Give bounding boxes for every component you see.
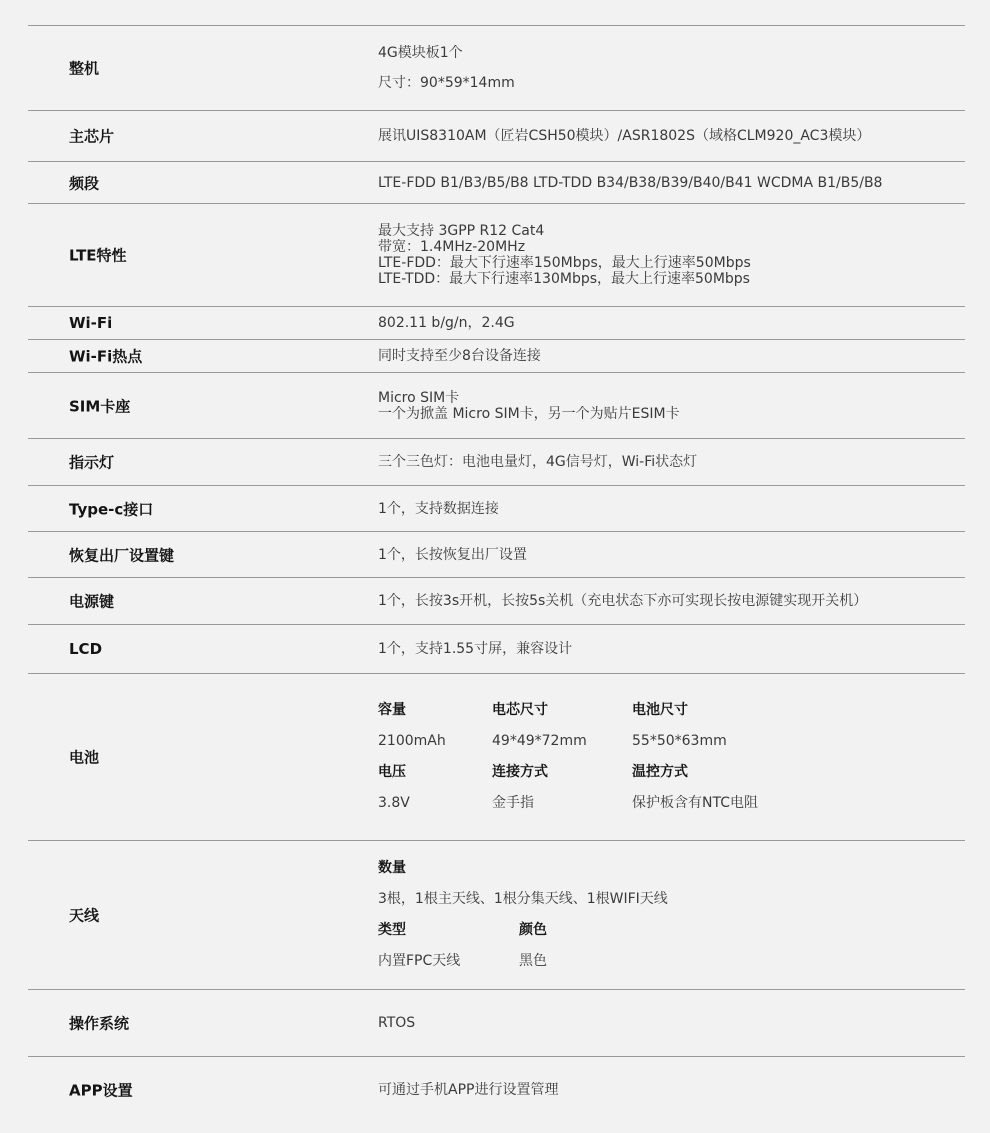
spec-row-wifi (28, 306, 965, 339)
antenna-value: 黑色 (519, 953, 547, 969)
battery-header: 容量 (378, 702, 406, 718)
battery-value: 49*49*72mm (492, 733, 587, 749)
spec-row-indicator (28, 438, 965, 485)
spec-label: 电池 (69, 748, 100, 767)
antenna-count (378, 853, 955, 915)
antenna-value: 内置FPC天线 (378, 953, 461, 969)
spec-label: SIM卡座 (69, 397, 131, 415)
spec-value-line: Micro SIM卡 (378, 389, 460, 406)
spec-value (378, 315, 955, 331)
spec-value-line: 展讯UIS8310AM（匠岩CSH50模块）/ASR1802S（域格CLM920_AC3模块） (378, 128, 871, 144)
spec-label: Type-c接口 (69, 500, 154, 518)
spec-value-line: 同时支持至少8台设备连接 (378, 348, 541, 364)
spec-value (378, 547, 955, 563)
spec-row-battery (28, 673, 965, 840)
spec-value-line: 带宽：1.4MHz-20MHz (378, 239, 526, 255)
spec-value (378, 390, 955, 422)
antenna-grid (378, 915, 955, 977)
spec-value-line: 可通过手机APP进行设置管理 (378, 1081, 559, 1098)
spec-value (378, 223, 955, 287)
battery-header: 温控方式 (632, 764, 688, 780)
spec-label: 指示灯 (69, 453, 115, 472)
spec-row-band (28, 161, 965, 203)
spec-value-line: LTE-FDD：最大下行速率150Mbps，最大上行速率50Mbps (378, 255, 751, 271)
spec-value-line: 1个，支持数据连接 (378, 500, 499, 517)
battery-header: 电芯尺寸 (492, 702, 548, 718)
spec-label: 电源键 (69, 592, 115, 611)
battery-header: 电池尺寸 (632, 702, 688, 718)
spec-value-line: 一个为掀盖 Micro SIM卡，另一个为贴片ESIM卡 (378, 405, 680, 422)
antenna-value: 3根，1根主天线、1根分集天线、1根WIFI天线 (378, 891, 668, 907)
spec-value (378, 641, 955, 657)
spec-value-line: LTE-TDD：最大下行速率130Mbps，最大上行速率50Mbps (378, 271, 750, 287)
spec-value (378, 593, 955, 609)
antenna-header: 颜色 (519, 922, 547, 938)
spec-label: LCD (69, 640, 103, 658)
spec-value-line: 三个三色灯：电池电量灯，4G信号灯，Wi-Fi状态灯 (378, 454, 698, 470)
spec-value-line: 1个，长按3s开机，长按5s关机（充电状态下亦可实现长按电源键实现开关机） (378, 593, 868, 609)
spec-value-line: 尺寸：90*59*14mm (378, 75, 515, 91)
spec-row-chip (28, 110, 965, 161)
battery-header: 连接方式 (492, 764, 548, 780)
spec-row-power (28, 577, 965, 624)
antenna-header: 数量 (378, 860, 406, 876)
antenna-header: 类型 (378, 922, 406, 938)
spec-label: 天线 (69, 906, 100, 925)
battery-header: 电压 (378, 764, 406, 780)
spec-row-lte (28, 203, 965, 306)
spec-value (378, 38, 955, 98)
spec-label: Wi-Fi热点 (69, 347, 143, 366)
spec-value-line: 最大支持 3GPP R12 Cat4 (378, 223, 545, 239)
spec-row-typec (28, 485, 965, 531)
spec-label: 操作系统 (69, 1014, 130, 1033)
spec-value-line: RTOS (378, 1015, 416, 1031)
spec-row-lcd (28, 624, 965, 673)
spec-label: 主芯片 (69, 127, 115, 146)
spec-value-line: 1个，支持1.55寸屏，兼容设计 (378, 641, 573, 657)
spec-row-sim (28, 372, 965, 438)
spec-label: Wi-Fi (69, 314, 113, 332)
spec-row-app (28, 1056, 965, 1122)
spec-value (378, 348, 955, 364)
battery-value: 保护板含有NTC电阻 (632, 795, 758, 811)
battery-value: 3.8V (378, 795, 410, 811)
spec-label: 整机 (69, 59, 100, 78)
battery-value: 2100mAh (378, 733, 446, 749)
spec-label: 恢复出厂设置键 (69, 546, 175, 564)
spec-value (378, 175, 955, 191)
spec-row-antenna (28, 840, 965, 989)
spec-value-line: 4G模块板1个 (378, 45, 463, 61)
spec-value-line: 802.11 b/g/n，2.4G (378, 315, 515, 331)
battery-grid-wrap (378, 695, 955, 819)
spec-table (28, 25, 965, 1122)
battery-value: 55*50*63mm (632, 733, 727, 749)
spec-value (378, 501, 955, 517)
spec-label: APP设置 (69, 1081, 133, 1099)
spec-row-machine (28, 25, 965, 110)
spec-row-hotspot (28, 339, 965, 372)
antenna-block (378, 853, 955, 977)
spec-row-os (28, 989, 965, 1056)
battery-grid (378, 695, 955, 819)
spec-value (378, 1015, 955, 1031)
battery-value: 金手指 (492, 795, 534, 811)
spec-label: LTE特性 (69, 246, 127, 265)
spec-value (378, 454, 955, 470)
spec-value (378, 128, 955, 144)
spec-label: 频段 (69, 174, 100, 192)
spec-value-line: 1个，长按恢复出厂设置 (378, 546, 527, 563)
spec-row-reset (28, 531, 965, 577)
spec-value-line: LTE-FDD B1/B3/B5/B8 LTD-TDD B34/B38/B39/B40/B41 WCDMA B1/B5/B8 (378, 174, 883, 191)
spec-value (378, 1082, 955, 1098)
